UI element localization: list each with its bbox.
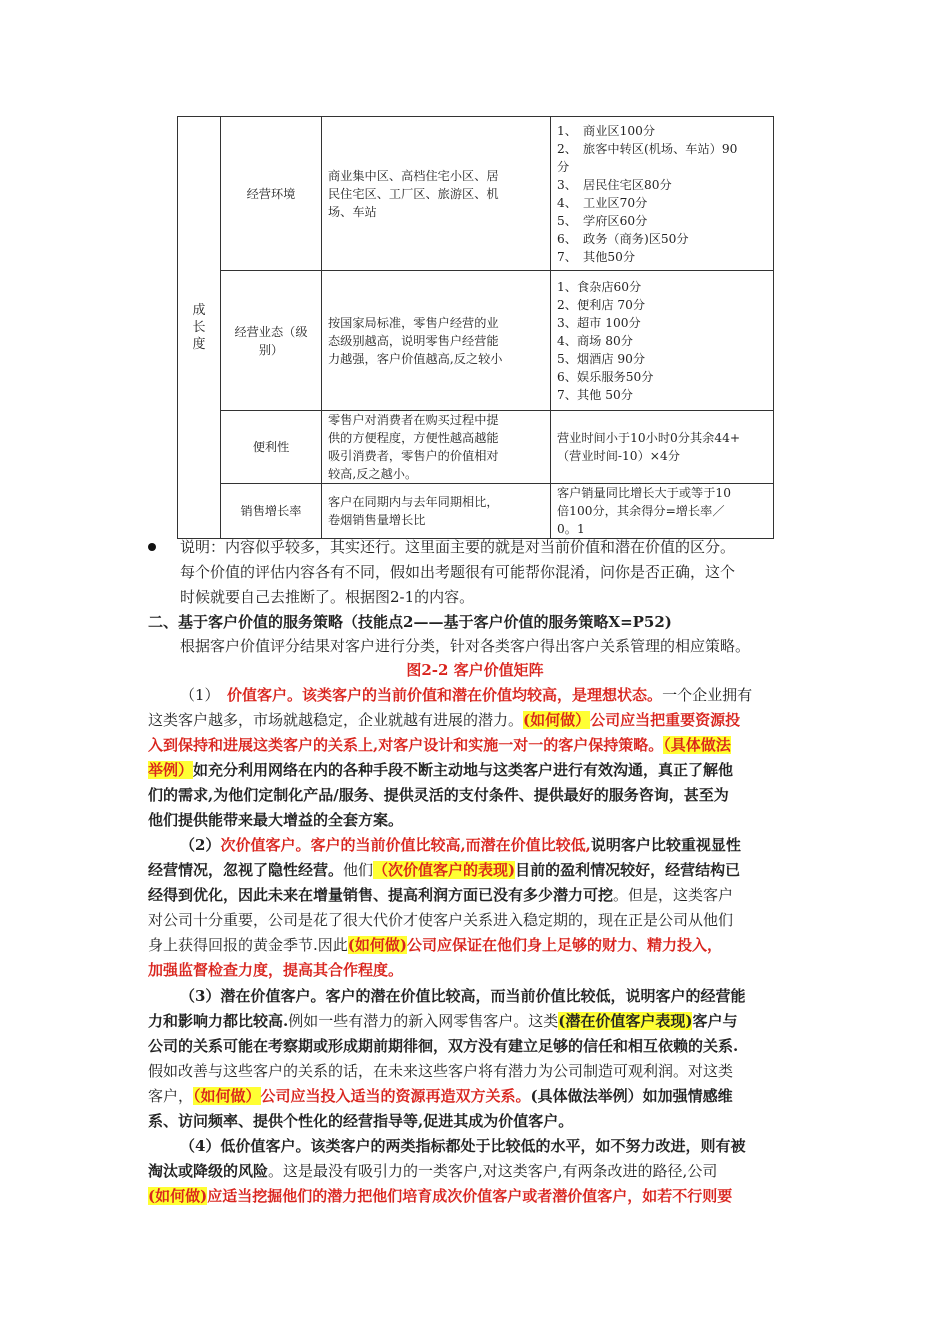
paragraph-3-line: 公司的关系可能在考察期或形成期前期徘徊，双方没有建立足够的信任和相互依赖的关系. — [148, 1037, 739, 1055]
highlight: 举例） — [148, 761, 194, 779]
item-cell: 经营环境 — [221, 117, 322, 271]
highlight: （如何做） — [193, 1087, 261, 1105]
paragraph-1-line: 举例）如充分利用网络在内的各种手段不断主动地与这类客户进行有效沟通，真正了解他 — [148, 761, 734, 779]
table-row — [178, 411, 774, 484]
highlight: (潜在价值客户表现) — [558, 1012, 693, 1030]
highlight: (如何做） — [523, 711, 591, 729]
note-line: 每个价值的评估内容各有不同，假如出考题很有可能帮你混淆，问你是否正确，这个 — [180, 563, 736, 581]
score-cell: 营业时间小于10小时0分其余44+ （营业时间-10）×4分 — [551, 411, 774, 484]
highlight: (如何做) — [347, 936, 407, 954]
note-line: 说明：内容似乎较多，其实还行。这里面主要的就是对当前价值和潜在价值的区分。 — [180, 538, 736, 556]
item-cell: 销售增长率 — [221, 484, 322, 539]
paragraph-2-line: （2）次价值客户。客户的当前价值比较高,而潜在价值比较低,说明客户比较重视显性 — [180, 836, 741, 854]
paragraph-3-line: （3）潜在价值客户。客户的潜在价值比较高，而当前价值比较低，说明客户的经营能 — [180, 987, 746, 1005]
paragraph-1-line: （1） 价值客户。该类客户的当前价值和潜在价值均较高，是理想状态。一个企业拥有 — [180, 686, 753, 704]
paragraph-2-line: 经得到优化，因此未来在增量销售、提高利润方面已没有多少潜力可挖。但是，这类客户 — [148, 886, 734, 904]
table-row — [178, 117, 774, 271]
paragraph-4-line: 淘汰或降级的风险。这是最没有吸引力的一类客户,对这类客户,有两条改进的路径,公司 — [148, 1162, 718, 1180]
highlight: (如何做) — [148, 1187, 208, 1205]
paragraph-3-line: 客户，（如何做）公司应当投入适当的资源再造双方关系。(具体做法举例）如加强情感维 — [148, 1087, 733, 1105]
note-line: 时候就要自己去推断了。根据图2-1的内容。 — [180, 588, 475, 606]
item-cell: 经营业态（级别） — [221, 271, 322, 411]
paragraph-2-line: 经营情况，忽视了隐性经营。他们（次价值客户的表现)目前的盈利情况较好，经营结构已 — [148, 861, 741, 879]
highlight: （次价值客户的表现) — [373, 861, 516, 879]
table-row — [178, 271, 774, 411]
paragraph-2-line: 对公司十分重要，公司是花了很大代价才使客户关系进入稳定期的，现在正是公司从他们 — [148, 911, 734, 929]
paragraph-3-line: 力和影响力都比较高.例如一些有潜力的新入网零售客户。这类(潜在价值客户表现)客户与 — [148, 1012, 738, 1030]
desc-cell: 零售户对消费者在购买过程中提 供的方便程度，方便性越高越能 吸引消费者，零售户的价值相对 较高,反之越小。 — [322, 411, 551, 484]
paragraph-3-line: 假如改善与这些客户的关系的话，在未来这些客户将有潜力为公司制造可观利润。对这类 — [148, 1062, 734, 1080]
highlight: （具体做法 — [663, 736, 731, 754]
desc-cell: 按国家局标准，零售户经营的业 态级别越高，说明零售户经营能 力越强，客户价值越高,反之较小 — [322, 271, 551, 411]
paragraph-1-line: 这类客户越多，市场就越稳定，企业就越有进展的潜力。(如何做）公司应当把重要资源投 — [148, 711, 741, 729]
paragraph-1-line: 他们提供能带来最大增益的全套方案。 — [148, 811, 404, 829]
table-row — [178, 484, 774, 539]
paragraph-2-line: 身上获得回报的黄金季节.因此(如何做)公司应保证在他们身上足够的财力、精力投入， — [148, 936, 722, 954]
category-cell — [178, 117, 221, 539]
paragraph-1-line: 们的需求,为他们定制化产品/服务、提供灵活的支付条件、提供最好的服务咨询，甚至为 — [148, 786, 729, 804]
paragraph-3-line: 系、访问频率、提供个性化的经营指导等,促进其成为价值客户。 — [148, 1112, 574, 1130]
score-cell: 1、食杂店60分 2、便利店 70分 3、超市 100分 4、商场 80分 5、烟酒店 90分 6、娱乐服务50分 7、其他 50分 — [551, 271, 774, 411]
section-intro: 根据客户价值评分结果对客户进行分类，针对各类客户得出客户关系管理的相应策略。 — [180, 637, 751, 655]
score-cell: 客户销量同比增长大于或等于10 倍100分，其余得分=增长率／ 0。1 — [551, 484, 774, 539]
paragraph-4-line: (如何做)应适当挖掘他们的潜力把他们培育成次价值客户或者潜价值客户，如若不行则要 — [148, 1187, 733, 1205]
desc-cell: 客户在同期内与去年同期相比， 卷烟销售量增长比 — [322, 484, 551, 539]
category-label: 成长度 — [192, 303, 206, 352]
score-cell: 1、 商业区100分 2、 旅客中转区(机场、车站）90 分 3、 居民住宅区80分 4、 工业区70分 5、 学府区60分 6、 政务（商务)区50分 7、 其他50分 — [551, 117, 774, 271]
bullet-icon — [148, 543, 156, 551]
figure-caption: 图2-2 客户价值矩阵 — [406, 661, 544, 679]
item-cell: 便利性 — [221, 411, 322, 484]
section-heading: 二、基于客户价值的服务策略（技能点2——基于客户价值的服务策略X=P52) — [148, 613, 672, 631]
desc-cell: 商业集中区、高档住宅小区、居 民住宅区、工厂区、旅游区、机 场、车站 — [322, 117, 551, 271]
paragraph-2-line: 加强监督检查力度，提高其合作程度。 — [148, 961, 404, 979]
paragraph-4-line: （4）低价值客户。该类客户的两类指标都处于比较低的水平，如不努力改进，则有被 — [180, 1137, 746, 1155]
scoring-table — [177, 116, 774, 539]
paragraph-1-line: 入到保持和进展这类客户的关系上,对客户设计和实施一对一的客户保持策略。（具体做法 — [148, 736, 731, 754]
